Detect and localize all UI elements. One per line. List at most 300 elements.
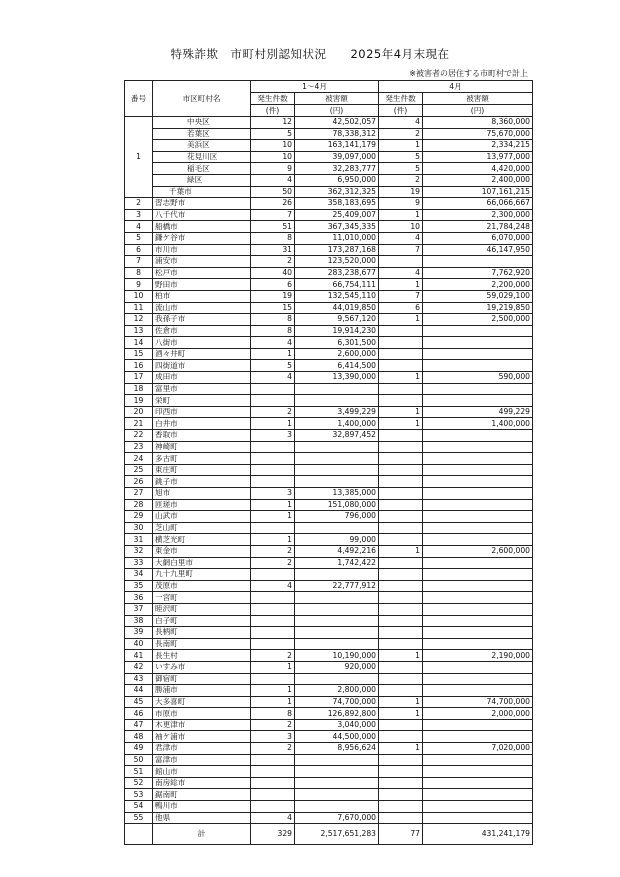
count-jan-apr-cell [251, 569, 295, 581]
table-row [125, 395, 533, 407]
table-row [125, 615, 533, 627]
header-number: 番号 [125, 81, 153, 117]
row-number-cell: 25 [125, 464, 153, 476]
municipality-name-cell: 横芝光町 [153, 534, 251, 546]
damage-jan-apr-cell: 42,502,057 [295, 117, 379, 129]
row-number-cell: 44 [125, 685, 153, 697]
damage-jan-apr-cell [295, 441, 379, 453]
count-jan-apr-cell: 19 [251, 290, 295, 302]
municipality-name-cell: 長生村 [153, 650, 251, 662]
table-row [125, 557, 533, 569]
row-number-cell: 27 [125, 488, 153, 500]
count-apr-cell [379, 719, 423, 731]
damage-jan-apr-cell: 1,742,422 [295, 557, 379, 569]
table-row [125, 128, 533, 140]
table-row [125, 522, 533, 534]
count-jan-apr-cell: 3 [251, 430, 295, 442]
count-apr-cell: 1 [379, 545, 423, 557]
damage-jan-apr-cell [295, 476, 379, 488]
count-jan-apr-cell: 2 [251, 650, 295, 662]
row-number-cell: 45 [125, 696, 153, 708]
count-jan-apr-cell: 1 [251, 661, 295, 673]
municipality-name-cell: 勝浦市 [153, 685, 251, 697]
damage-jan-apr-cell: 2,800,000 [295, 685, 379, 697]
count-apr-cell [379, 441, 423, 453]
count-apr-cell: 1 [379, 650, 423, 662]
count-jan-apr-cell [251, 801, 295, 813]
table-row [125, 627, 533, 639]
damage-jan-apr-cell: 9,567,120 [295, 314, 379, 326]
count-apr-cell: 1 [379, 708, 423, 720]
damage-apr-cell: 2,334,215 [423, 140, 533, 152]
table-row [125, 232, 533, 244]
count-apr-cell [379, 522, 423, 534]
count-jan-apr-cell [251, 615, 295, 627]
damage-apr-cell [423, 580, 533, 592]
damage-jan-apr-cell: 32,283,777 [295, 163, 379, 175]
count-apr-cell [379, 383, 423, 395]
damage-jan-apr-cell: 3,499,229 [295, 406, 379, 418]
municipality-name-cell: 浦安市 [153, 256, 251, 268]
count-jan-apr-cell: 26 [251, 198, 295, 210]
municipality-name-cell: 柏市 [153, 290, 251, 302]
count-jan-apr-cell: 31 [251, 244, 295, 256]
count-jan-apr-cell: 4 [251, 372, 295, 384]
municipality-name-cell: 旭市 [153, 488, 251, 500]
damage-apr-cell [423, 789, 533, 801]
table-row [125, 464, 533, 476]
damage-jan-apr-cell [295, 777, 379, 789]
count-apr-cell: 77 [379, 824, 423, 845]
count-apr-cell: 1 [379, 372, 423, 384]
damage-apr-cell [423, 325, 533, 337]
damage-jan-apr-cell: 173,287,168 [295, 244, 379, 256]
damage-apr-cell: 2,300,000 [423, 209, 533, 221]
damage-apr-cell: 499,229 [423, 406, 533, 418]
municipality-name-cell: 南房総市 [153, 777, 251, 789]
municipality-name-cell: 緑区 [153, 174, 251, 186]
count-apr-cell [379, 592, 423, 604]
count-jan-apr-cell: 2 [251, 719, 295, 731]
row-number-cell: 49 [125, 743, 153, 755]
damage-apr-cell: 2,190,000 [423, 650, 533, 662]
count-apr-cell [379, 557, 423, 569]
header-damage: 被害額 [295, 93, 379, 105]
municipality-name-cell: 睦沢町 [153, 603, 251, 615]
municipality-name-cell: 四街道市 [153, 360, 251, 372]
count-jan-apr-cell: 3 [251, 488, 295, 500]
damage-apr-cell: 7,020,000 [423, 743, 533, 755]
table-row [125, 337, 533, 349]
municipality-name-cell: 九十九里町 [153, 569, 251, 581]
table-row [125, 488, 533, 500]
table-row [125, 719, 533, 731]
damage-jan-apr-cell [295, 603, 379, 615]
count-apr-cell: 1 [379, 696, 423, 708]
row-number-cell: 34 [125, 569, 153, 581]
count-jan-apr-cell [251, 673, 295, 685]
municipality-name-cell: 大多喜町 [153, 696, 251, 708]
footnote: ※被害者の居住する市町村で計上 [409, 69, 528, 78]
count-jan-apr-cell: 1 [251, 696, 295, 708]
row-number-cell: 1 [125, 117, 153, 198]
damage-apr-cell [423, 569, 533, 581]
municipality-name-cell: 美浜区 [153, 140, 251, 152]
row-number-cell: 17 [125, 372, 153, 384]
damage-jan-apr-cell [295, 569, 379, 581]
count-apr-cell: 19 [379, 186, 423, 198]
table-row [125, 256, 533, 268]
count-apr-cell [379, 360, 423, 372]
damage-jan-apr-cell: 78,338,312 [295, 128, 379, 140]
damage-apr-cell [423, 360, 533, 372]
municipality-name-cell: 鋸南町 [153, 789, 251, 801]
table-row [125, 545, 533, 557]
table-row [125, 314, 533, 326]
row-number-cell: 53 [125, 789, 153, 801]
table-row [125, 198, 533, 210]
row-number-cell: 2 [125, 198, 153, 210]
row-number-cell: 46 [125, 708, 153, 720]
count-jan-apr-cell: 1 [251, 511, 295, 523]
count-jan-apr-cell [251, 522, 295, 534]
row-number-cell: 30 [125, 522, 153, 534]
damage-jan-apr-cell: 2,517,651,283 [295, 824, 379, 845]
municipality-name-cell: 千葉市 [153, 186, 251, 198]
table-row [125, 499, 533, 511]
damage-apr-cell [423, 395, 533, 407]
row-number-cell: 20 [125, 406, 153, 418]
count-jan-apr-cell: 2 [251, 743, 295, 755]
count-apr-cell [379, 777, 423, 789]
damage-jan-apr-cell: 7,670,000 [295, 812, 379, 824]
damage-apr-cell: 8,360,000 [423, 117, 533, 129]
count-jan-apr-cell [251, 464, 295, 476]
damage-jan-apr-cell [295, 464, 379, 476]
municipality-name-cell: 野田市 [153, 279, 251, 291]
table-row [125, 372, 533, 384]
table-row [125, 267, 533, 279]
count-apr-cell [379, 812, 423, 824]
count-apr-cell [379, 638, 423, 650]
count-apr-cell [379, 789, 423, 801]
count-apr-cell [379, 325, 423, 337]
count-apr-cell [379, 337, 423, 349]
damage-jan-apr-cell: 4,492,216 [295, 545, 379, 557]
count-jan-apr-cell [251, 476, 295, 488]
damage-apr-cell [423, 754, 533, 766]
header-municipality: 市区町村名 [153, 81, 251, 117]
row-number-cell: 14 [125, 337, 153, 349]
count-apr-cell: 1 [379, 279, 423, 291]
damage-jan-apr-cell: 11,010,000 [295, 232, 379, 244]
table-row [125, 708, 533, 720]
municipality-name-cell: 白井市 [153, 418, 251, 430]
count-jan-apr-cell [251, 627, 295, 639]
municipality-name-cell: いすみ市 [153, 661, 251, 673]
count-apr-cell [379, 627, 423, 639]
table-row [125, 151, 533, 163]
municipality-name-cell: 八街市 [153, 337, 251, 349]
table-row-total [125, 824, 533, 845]
damage-jan-apr-cell: 151,080,000 [295, 499, 379, 511]
row-number-cell: 22 [125, 430, 153, 442]
count-jan-apr-cell: 5 [251, 128, 295, 140]
row-number-cell: 3 [125, 209, 153, 221]
row-number-cell: 35 [125, 580, 153, 592]
municipality-name-cell: 我孫子市 [153, 314, 251, 326]
count-apr-cell [379, 464, 423, 476]
damage-apr-cell: 7,762,920 [423, 267, 533, 279]
count-apr-cell [379, 685, 423, 697]
damage-jan-apr-cell: 39,097,000 [295, 151, 379, 163]
count-jan-apr-cell: 6 [251, 279, 295, 291]
page-title: 特殊詐欺 市町村別認知状況 2025年4月末現在 [170, 47, 450, 61]
count-jan-apr-cell: 2 [251, 557, 295, 569]
count-apr-cell [379, 499, 423, 511]
damage-jan-apr-cell: 283,238,677 [295, 267, 379, 279]
header-damage-unit: (円) [295, 105, 379, 117]
row-number-cell: 11 [125, 302, 153, 314]
damage-apr-cell [423, 719, 533, 731]
row-number-cell: 50 [125, 754, 153, 766]
municipality-name-cell: 流山市 [153, 302, 251, 314]
count-jan-apr-cell [251, 789, 295, 801]
damage-apr-cell [423, 488, 533, 500]
row-number-cell: 23 [125, 441, 153, 453]
count-jan-apr-cell: 1 [251, 685, 295, 697]
table-row [125, 592, 533, 604]
damage-jan-apr-cell [295, 627, 379, 639]
damage-apr-cell: 2,500,000 [423, 314, 533, 326]
damage-jan-apr-cell: 362,312,325 [295, 186, 379, 198]
table-row [125, 441, 533, 453]
count-jan-apr-cell: 1 [251, 418, 295, 430]
damage-jan-apr-cell [295, 395, 379, 407]
header-count-unit: (件) [251, 105, 295, 117]
damage-jan-apr-cell: 32,897,452 [295, 430, 379, 442]
count-jan-apr-cell: 4 [251, 337, 295, 349]
damage-apr-cell: 4,420,000 [423, 163, 533, 175]
count-apr-cell [379, 256, 423, 268]
table-row [125, 650, 533, 662]
municipality-name-cell: 神崎町 [153, 441, 251, 453]
municipality-name-cell: 袖ケ浦市 [153, 731, 251, 743]
count-jan-apr-cell: 1 [251, 348, 295, 360]
damage-apr-cell [423, 534, 533, 546]
table-row [125, 812, 533, 824]
table-row [125, 673, 533, 685]
table-row [125, 279, 533, 291]
damage-jan-apr-cell: 6,301,500 [295, 337, 379, 349]
damage-apr-cell [423, 592, 533, 604]
damage-jan-apr-cell: 8,956,624 [295, 743, 379, 755]
count-jan-apr-cell: 7 [251, 209, 295, 221]
damage-jan-apr-cell [295, 789, 379, 801]
table-row [125, 569, 533, 581]
municipality-name-cell: 木更津市 [153, 719, 251, 731]
damage-apr-cell [423, 638, 533, 650]
municipality-name-cell: 成田市 [153, 372, 251, 384]
municipality-name-cell: 匝瑳市 [153, 499, 251, 511]
row-number-cell: 24 [125, 453, 153, 465]
damage-jan-apr-cell: 6,414,500 [295, 360, 379, 372]
damage-apr-cell: 19,219,850 [423, 302, 533, 314]
municipality-name-cell: 長柄町 [153, 627, 251, 639]
damage-jan-apr-cell: 367,345,335 [295, 221, 379, 233]
damage-apr-cell [423, 801, 533, 813]
table-row [125, 348, 533, 360]
count-jan-apr-cell: 8 [251, 314, 295, 326]
table-row [125, 406, 533, 418]
table-row [125, 117, 533, 129]
count-jan-apr-cell [251, 638, 295, 650]
row-number-cell: 12 [125, 314, 153, 326]
count-apr-cell: 4 [379, 267, 423, 279]
count-apr-cell [379, 580, 423, 592]
row-number-cell: 54 [125, 801, 153, 813]
table-row [125, 453, 533, 465]
damage-apr-cell [423, 511, 533, 523]
municipality-name-cell: 鎌ケ谷市 [153, 232, 251, 244]
damage-apr-cell [423, 603, 533, 615]
count-jan-apr-cell: 8 [251, 708, 295, 720]
damage-apr-cell [423, 731, 533, 743]
damage-jan-apr-cell: 74,700,000 [295, 696, 379, 708]
count-apr-cell: 1 [379, 140, 423, 152]
damage-jan-apr-cell: 123,520,000 [295, 256, 379, 268]
table-row [125, 140, 533, 152]
damage-jan-apr-cell [295, 383, 379, 395]
municipality-name-cell: 船橋市 [153, 221, 251, 233]
header-period-apr: 4月 [379, 81, 533, 93]
row-number-cell: 32 [125, 545, 153, 557]
count-jan-apr-cell: 9 [251, 163, 295, 175]
count-jan-apr-cell: 51 [251, 221, 295, 233]
municipality-name-cell: 君津市 [153, 743, 251, 755]
row-number-cell: 16 [125, 360, 153, 372]
damage-jan-apr-cell: 66,754,111 [295, 279, 379, 291]
count-apr-cell [379, 731, 423, 743]
table-row [125, 325, 533, 337]
municipality-name-cell: 他県 [153, 812, 251, 824]
table-row [125, 534, 533, 546]
municipality-name-cell: 若葉区 [153, 128, 251, 140]
table-row [125, 163, 533, 175]
count-jan-apr-cell: 1 [251, 534, 295, 546]
count-apr-cell [379, 476, 423, 488]
row-number-cell: 37 [125, 603, 153, 615]
count-jan-apr-cell: 4 [251, 580, 295, 592]
table-row [125, 430, 533, 442]
count-apr-cell [379, 615, 423, 627]
table-row [125, 731, 533, 743]
row-number-cell: 43 [125, 673, 153, 685]
damage-apr-cell: 46,147,950 [423, 244, 533, 256]
municipality-name-cell: 習志野市 [153, 198, 251, 210]
count-jan-apr-cell [251, 603, 295, 615]
row-number-cell: 19 [125, 395, 153, 407]
count-apr-cell: 1 [379, 418, 423, 430]
count-jan-apr-cell: 15 [251, 302, 295, 314]
municipality-name-cell: 富里市 [153, 383, 251, 395]
table-row [125, 476, 533, 488]
row-number-cell: 6 [125, 244, 153, 256]
count-jan-apr-cell: 2 [251, 256, 295, 268]
count-apr-cell: 1 [379, 406, 423, 418]
table-row [125, 221, 533, 233]
count-apr-cell [379, 430, 423, 442]
municipality-name-cell: 東庄町 [153, 464, 251, 476]
count-apr-cell: 1 [379, 743, 423, 755]
damage-apr-cell: 1,400,000 [423, 418, 533, 430]
damage-jan-apr-cell: 3,040,000 [295, 719, 379, 731]
count-apr-cell [379, 453, 423, 465]
row-number-cell: 42 [125, 661, 153, 673]
header-period-jan-apr: 1～4月 [251, 81, 379, 93]
count-apr-cell: 1 [379, 209, 423, 221]
table-row [125, 244, 533, 256]
damage-apr-cell [423, 627, 533, 639]
damage-apr-cell [423, 777, 533, 789]
damage-apr-cell [423, 499, 533, 511]
table-row [125, 766, 533, 778]
damage-apr-cell: 66,066,667 [423, 198, 533, 210]
municipality-name-cell: 市川市 [153, 244, 251, 256]
table-row [125, 777, 533, 789]
damage-apr-cell: 6,070,000 [423, 232, 533, 244]
header-row-period [125, 81, 533, 93]
damage-jan-apr-cell: 99,000 [295, 534, 379, 546]
row-number-cell: 40 [125, 638, 153, 650]
count-apr-cell: 4 [379, 232, 423, 244]
row-number-cell: 8 [125, 267, 153, 279]
table-row [125, 580, 533, 592]
damage-jan-apr-cell: 163,141,179 [295, 140, 379, 152]
damage-apr-cell: 2,400,000 [423, 174, 533, 186]
count-jan-apr-cell [251, 766, 295, 778]
table-row [125, 685, 533, 697]
municipality-name-cell: 館山市 [153, 766, 251, 778]
municipality-name-cell: 栄町 [153, 395, 251, 407]
row-number-cell: 55 [125, 812, 153, 824]
row-number-cell: 41 [125, 650, 153, 662]
header-count: 発生件数 [379, 93, 423, 105]
count-jan-apr-cell: 2 [251, 406, 295, 418]
table-row [125, 511, 533, 523]
damage-jan-apr-cell: 6,950,000 [295, 174, 379, 186]
count-jan-apr-cell [251, 453, 295, 465]
damage-apr-cell: 107,161,215 [423, 186, 533, 198]
damage-jan-apr-cell: 13,390,000 [295, 372, 379, 384]
municipality-name-cell: 山武市 [153, 511, 251, 523]
table-row [125, 290, 533, 302]
damage-jan-apr-cell: 132,545,110 [295, 290, 379, 302]
damage-apr-cell [423, 383, 533, 395]
damage-jan-apr-cell: 22,777,912 [295, 580, 379, 592]
row-number-cell: 15 [125, 348, 153, 360]
count-jan-apr-cell: 10 [251, 151, 295, 163]
row-number-cell: 4 [125, 221, 153, 233]
count-jan-apr-cell: 10 [251, 140, 295, 152]
damage-apr-cell: 2,000,000 [423, 708, 533, 720]
row-number-cell: 31 [125, 534, 153, 546]
municipality-name-cell: 酒々井町 [153, 348, 251, 360]
damage-apr-cell [423, 661, 533, 673]
table-row [125, 789, 533, 801]
count-jan-apr-cell: 2 [251, 545, 295, 557]
header-count-unit: (件) [379, 105, 423, 117]
